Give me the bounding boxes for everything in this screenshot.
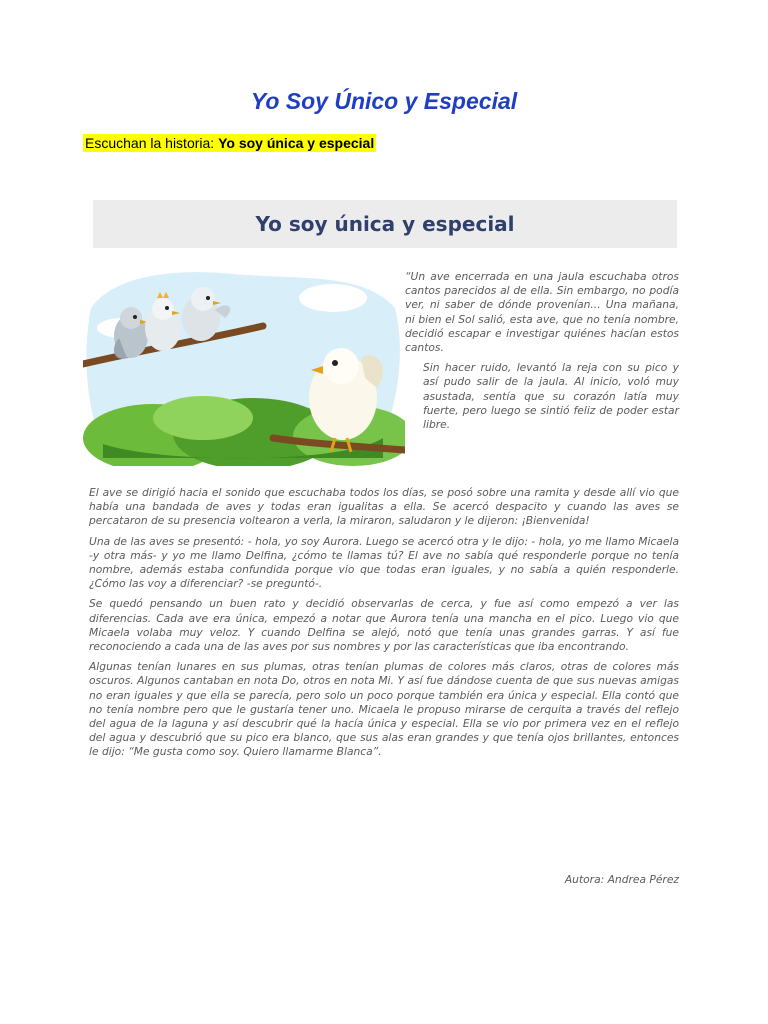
story-paragraph: Una de las aves se presentó: - hola, yo soy Aurora. Luego se acercó otra y le dijo: - hola, yo me llamo Micaela -y otra más- y yo me llamo Delfina, ¿cómo te llamas tú? El ave no sabía qué responderle porque no tenía nombre, además estaba confundida porque vio que todas eran iguales, y no sabía a quién responderle. ¿Cómo las voy a diferenciar? -se preguntó-.: [89, 534, 679, 591]
story-banner: [93, 200, 677, 248]
highlighted-subtitle: [83, 134, 376, 152]
story-paragraph: Algunas tenían lunares en sus plumas, otras tenían plumas de colores más claros, otras de colores más oscuros. Algunos cantaban en nota Do, otros en nota Mi. Y así fue dándose cuenta de que sus nuevas amigas no eran iguales y que ella se parecía, pero solo un poco porque también era única y especial. Ella contó que no tenía nombre pero que le gustaría tener uno. Micaela le propuso mirarse de cerquita a través del reflejo del agua de la laguna y así descubrir qué la hacía única y especial. Ella se vio por primera vez en el reflejo del agua y descubrió que su pico era blanco, que sus alas eran grandes y que tenía ojos brillantes, entonces le dijo: “Me gusta como soy. Quiero llamarme Blanca”.: [89, 660, 679, 759]
subtitle-story-name: Yo soy única y especial: [218, 135, 375, 151]
birds-illustration: [83, 268, 405, 466]
story-body-text: [89, 486, 679, 766]
subtitle-label: Escuchan la historia:: [85, 135, 219, 151]
story-intro-text: [405, 270, 679, 438]
page-title: Yo Soy Único y Especial: [250, 88, 518, 114]
story-paragraph: Se quedó pensando un buen rato y decidió observarlas de cerca, y fue así como empezó a ver las diferencias. Cada ave era única, empezó a notar que Aurora tenía una mancha en el pico. Luego vio que Micaela volaba muy veloz. Y cuando Delfina se alejó, notó que tenía unas grandes garras. Y así fue reconociendo a cada una de las aves por sus nombres y por las características que iba encontrando.: [89, 597, 679, 654]
cloud: [299, 284, 367, 312]
story-paragraph: Sin hacer ruido, levantó la reja con su pico y así pudo salir de la jaula. Al inicio, voló muy asustada, sentía que su corazón latía muy fuerte, pero luego se sintió feliz de poder estar libre.: [423, 361, 679, 432]
story-author: Autora: Andrea Pérez: [564, 873, 679, 886]
story-image: [83, 196, 681, 896]
story-paragraph: El ave se dirigió hacia el sonido que escuchaba todos los días, se posó sobre una ramita y desde allí vio que había una bandada de aves y todas eran igualitas a ella. Se acercó despacito y cuando las aves se percataron de su presencia voltearon a verla, la miraron, saludaron y le dijeron: ¡Bienvenida!: [89, 486, 679, 528]
story-paragraph: “Un ave encerrada en una jaula escuchaba otros cantos parecidos al de ella. Sin embargo, no podía ver, ni saber de dónde provenían... Una mañana, ni bien el Sol salió, esta ave, que no tenía nombre, decidió escapar e investigar quiénes hacían estos cantos.: [405, 270, 679, 355]
story-banner-title: Yo soy única y especial: [255, 212, 515, 236]
bush: [153, 396, 253, 440]
